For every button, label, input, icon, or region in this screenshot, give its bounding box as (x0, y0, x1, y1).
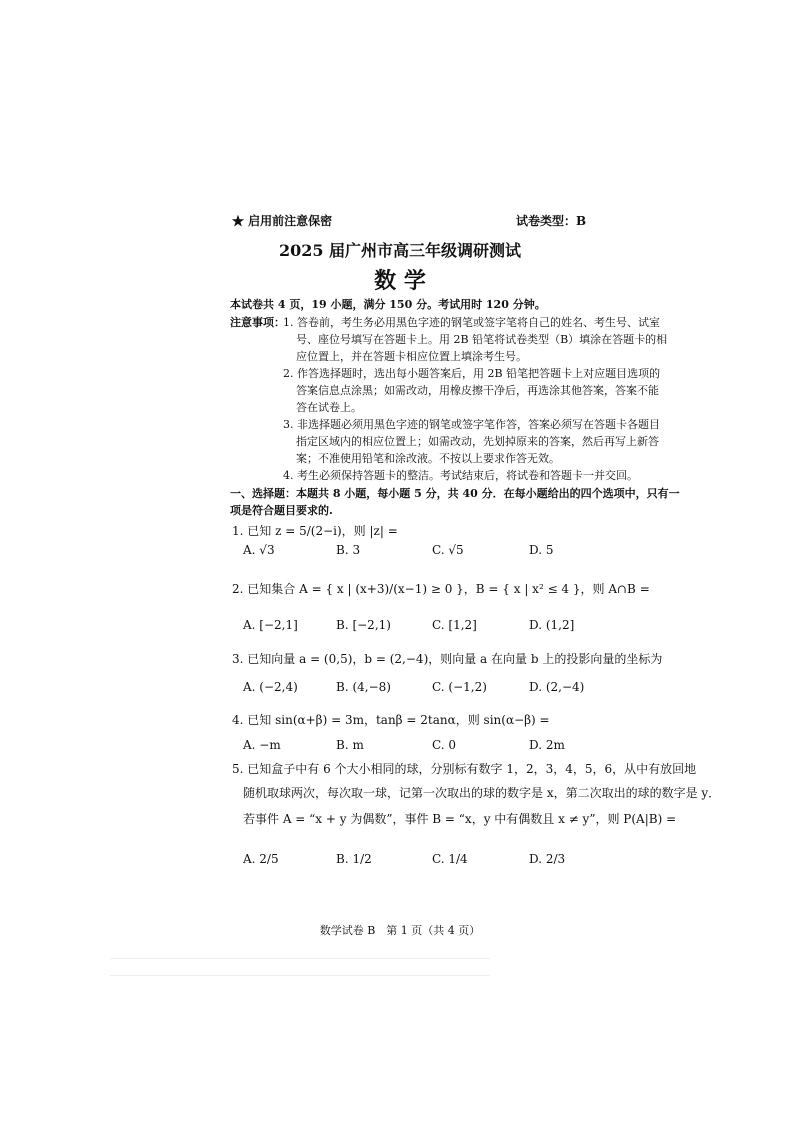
exam-intro: 本试卷共 4 页，19 小题，满分 150 分。考试用时 120 分钟。 (230, 298, 546, 311)
question-4-number: 4. 已知 (232, 713, 272, 727)
page-footer: 数学试卷 B 第 1 页（共 4 页） (319, 924, 481, 937)
question-1-option-d: D. 5 (529, 543, 554, 557)
question-5-number: 5. (232, 762, 244, 776)
question-1-number: 1. 已知 (232, 524, 272, 538)
question-2-option-c: C. [1,2] (432, 618, 477, 632)
subject-title: 数 学 (374, 268, 426, 294)
question-2-option-a: A. [−2,1] (243, 618, 298, 632)
question-1-option-a: A. √3 (243, 543, 275, 557)
notice-item-1-line-2: 号、座位号填写在答题卡上。用 2B 铅笔将试卷类型（B）填涂在答题卡的相 (296, 333, 668, 346)
exam-title: 2025 届广州市高三年级调研测试 (278, 241, 522, 260)
question-3-option-a: A. (−2,4) (243, 680, 298, 694)
scan-artifact-line (110, 958, 490, 959)
question-5-option-b: B. 1/2 (336, 852, 372, 866)
notice-item-2-line-1: 2. 作答选择题时，选出每小题答案后，用 2B 铅笔把答题卡上对应题目选项的 (283, 367, 661, 380)
question-1-option-b: B. 3 (336, 543, 361, 557)
notice-item-3-line-1: 3. 非选择题必须用黑色字迹的钢笔或签字笔作答，答案必须写在答题卡各题目 (283, 418, 660, 431)
notice-item-2-line-3: 答在试卷上。 (296, 401, 362, 414)
question-2-number: 2. 已知集合 (232, 582, 296, 596)
question-2-option-b: B. [−2,1) (336, 618, 391, 632)
question-3-option-b: B. (4,−8) (336, 680, 391, 694)
question-2-option-d: D. (1,2] (529, 618, 575, 632)
question-5-text-3: 若事件 A = “x + y 为偶数”，事件 B = “x，y 中有偶数且 x ≠ y”，则 P(A|B) = (243, 812, 677, 826)
notice-label: 注意事项： (230, 316, 285, 329)
question-4-option-c: C. 0 (432, 738, 457, 752)
notice-item-3-line-3: 案；不准使用铅笔和涂改液。不按以上要求作答无效。 (296, 452, 560, 465)
question-5-line-1 (232, 760, 696, 777)
question-4-option-b: B. m (336, 738, 364, 752)
question-3-option-d: D. (2,−4) (529, 680, 585, 694)
question-4 (232, 711, 550, 728)
question-2 (232, 580, 650, 597)
question-3 (232, 650, 662, 667)
question-5-option-c: C. 1/4 (432, 852, 468, 866)
notice-item-2-line-2: 答案信息点涂黑；如需改动，用橡皮擦干净后，再选涂其他答案，答案不能 (296, 384, 659, 397)
question-3-stem: a = (0,5)，b = (2,−4)，则向量 a 在向量 b 上的投影向量的坐标为 (299, 652, 663, 666)
question-4-option-d: D. 2m (529, 738, 565, 752)
question-5-text-2: 随机取球两次，每次取一球，记第一次取出的球的数字是 x，第二次取出的球的数字是 y． (243, 786, 721, 800)
notice-item-4-line-1: 4. 考生必须保持答题卡的整洁。考试结束后，将试卷和答题卡一并交回。 (283, 469, 638, 482)
question-5-option-d: D. 2/3 (529, 852, 566, 866)
question-3-option-c: C. (−1,2) (432, 680, 487, 694)
notice-item-1-line-3: 应位置上，并在答题卡相应位置上填涂考生号。 (296, 350, 527, 363)
question-4-stem: sin(α+β) = 3m，tanβ = 2tanα，则 sin(α−β) = (275, 713, 550, 727)
confidential-label: ★ 启用前注意保密 (232, 214, 333, 228)
question-5-option-a: A. 2/5 (243, 852, 279, 866)
notice-item-1-line-1: 1. 答卷前，考生务必用黑色字迹的钢笔或签字笔将自己的姓名、考生号、试室 (283, 316, 660, 329)
question-3-number: 3. 已知向量 (232, 652, 296, 666)
question-1-option-c: C. √5 (432, 543, 464, 557)
question-1 (232, 522, 398, 539)
question-4-option-a: A. −m (243, 738, 281, 752)
question-2-stem: A = { x | (x+3)/(x−1) ≥ 0 }，B = { x | x² ≤ 4 }，则 A∩B = (299, 582, 650, 596)
section-1-heading-line-1: 一、选择题：本题共 8 小题，每小题 5 分，共 40 分．在每小题给出的四个选项中，只有一 (230, 487, 680, 500)
scan-artifact-line (110, 975, 490, 976)
question-1-stem: z = 5/(2−i)，则 |z| = (275, 524, 398, 538)
paper-type-label: 试卷类型：B (516, 214, 587, 228)
notice-item-3-line-2: 指定区域内的相应位置上；如需改动，先划掉原来的答案，然后再写上新答 (296, 435, 659, 448)
question-5-text-1: 已知盒子中有 6 个大小相同的球，分别标有数字 1，2，3，4，5，6，从中有放回地 (247, 762, 697, 776)
section-1-heading-line-2: 项是符合题目要求的. (230, 504, 333, 517)
